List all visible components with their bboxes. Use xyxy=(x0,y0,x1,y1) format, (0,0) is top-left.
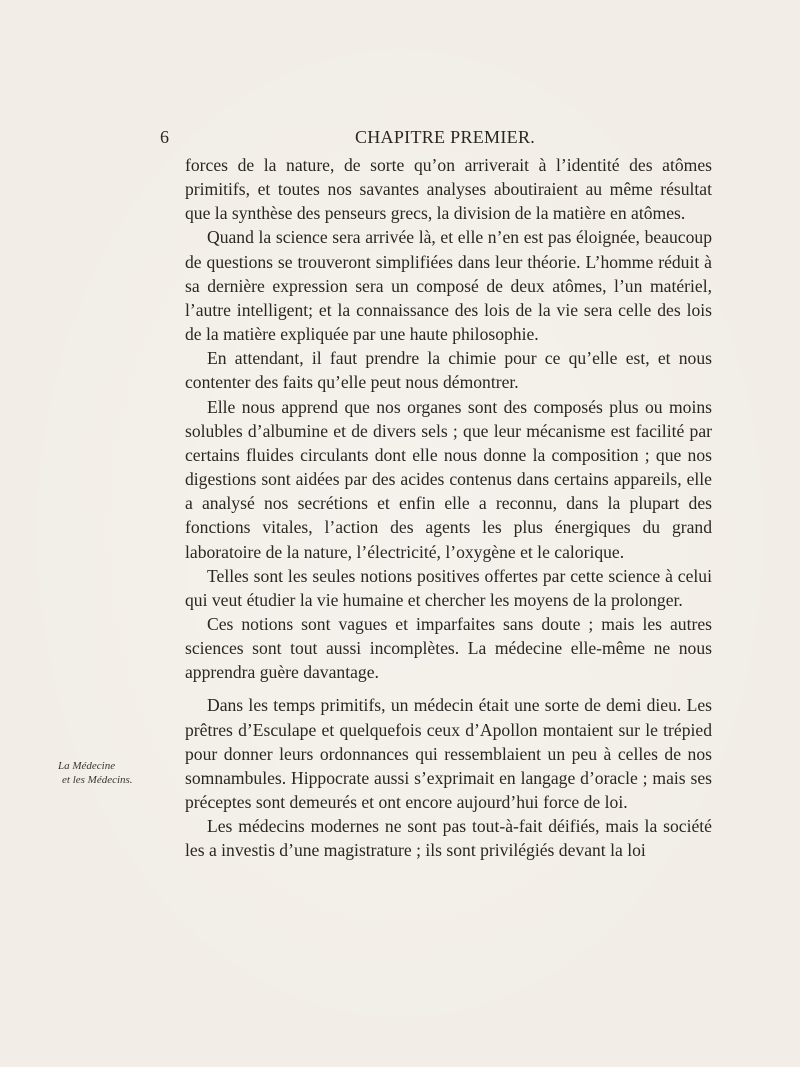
paragraph: forces de la nature, de sorte qu’on arriverait à l’identité des atômes primitifs, et toutes nos savantes analyses aboutiraient au même résultat que la synthèse des penseurs grecs, la division de la matière en atômes. xyxy=(185,155,712,224)
margin-note xyxy=(58,759,148,787)
body-text xyxy=(185,153,712,863)
paragraph: Quand la science sera arrivée là, et elle n’en est pas éloignée, beaucoup de questions se trouveront simplifiées dans leur théorie. L’homme réduit à sa dernière expression sera un composé de deux atômes, l’un matériel, l’autre intelligent; et la connaissance des lois de la vie sera celle des lois de la matière expliquée par une haute philosophie. xyxy=(185,227,712,345)
paragraph: Telles sont les seules notions positives offertes par cette science à celui qui veut étudier la vie humaine et chercher les moyens de la prolonger. xyxy=(185,565,712,610)
margin-note-line: La Médecine xyxy=(58,760,116,772)
paragraph: En attendant, il faut prendre la chimie pour ce qu’elle est, et nous contenter des faits qu’elle peut nous démontrer. xyxy=(185,348,712,393)
paragraph: Elle nous apprend que nos organes sont des composés plus ou moins solubles d’albumine et de divers sels ; que leur mécanisme est facilité par certains fluides circulants dont elle nous donne la composition ; que nos digestions sont aidées par des acides contenus dans certains appareils, elle a analysé nos secrétions et enfin elle a reconnu, dans la plupart des fonctions vitales, l’action des agents les plus énergiques du grand laboratoire de la nature, l’électricité, l’oxygène et le calorique. xyxy=(185,396,712,562)
running-title: CHAPITRE PREMIER. xyxy=(354,127,536,147)
paragraph: Dans les temps primitifs, un médecin était une sorte de demi dieu. Les prêtres d’Esculape et quelquefois ceux d’Apollon montaient sur le trépied pour donner leurs ordonnances qui ressemblaient un peu à celles de nos somnambules. Hippocrate aussi s’exprimait en langage d’oracle ; mais ses préceptes sont demeurés et ont encore aujourd’hui force de loi. xyxy=(185,695,712,813)
page-number: 6 xyxy=(160,127,169,147)
paragraph: Les médecins modernes ne sont pas tout-à-fait déifiés, mais la société les a investis d’une magistrature ; ils sont privilégiés devant la loi xyxy=(185,816,712,861)
margin-note-line: et les Médecins. xyxy=(62,774,133,786)
page-header xyxy=(160,124,730,150)
paragraph: Ces notions sont vagues et imparfaites sans doute ; mais les autres sciences sont tout aussi incomplètes. La médecine elle-même ne nous apprendra guère davantage. xyxy=(185,613,712,683)
